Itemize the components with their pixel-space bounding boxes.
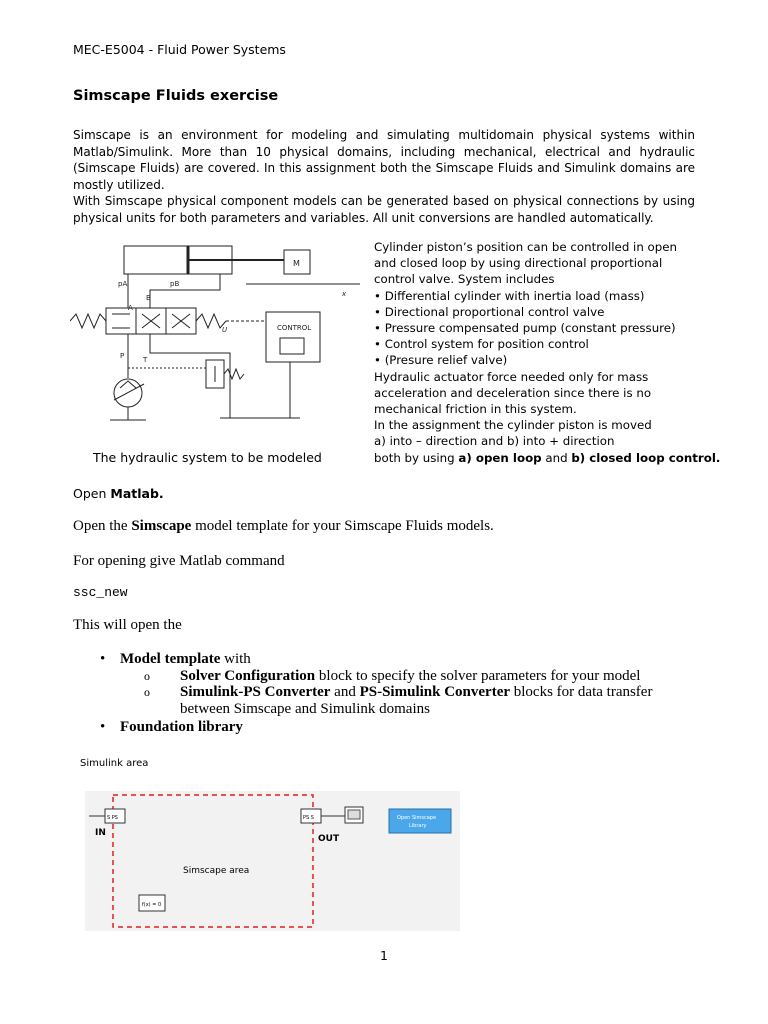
open-matlab-line — [73, 486, 164, 501]
port-t-label: T — [143, 356, 148, 364]
page-title: Simscape Fluids exercise — [73, 88, 279, 104]
simulink-canvas — [85, 791, 460, 931]
item-text: blocks for data transfer — [510, 684, 653, 700]
hydraulic-diagram — [70, 238, 360, 438]
open-simscape-library-button[interactable] — [389, 809, 451, 833]
desc-bullet: • Pressure compensated pump (constant pressure) — [374, 321, 676, 336]
x-label: x — [342, 290, 347, 298]
list-item — [100, 651, 652, 668]
item-text: and — [330, 684, 360, 700]
item-emphasis: Solver Configuration — [180, 667, 316, 684]
item-emphasis: Model template — [120, 651, 221, 667]
command-instruction: For opening give Matlab command — [73, 553, 285, 569]
list-subitem-continuation: between Simscape and Simulink domains — [180, 700, 430, 717]
desc-bullet: • Differential cylinder with inertia load (mass) — [374, 288, 645, 303]
matlab-emphasis: Matlab. — [110, 486, 164, 501]
page-number: 1 — [380, 948, 388, 963]
item-text: with — [220, 651, 251, 667]
list-subitem — [100, 668, 652, 685]
solver-label: f(x) = 0 — [142, 902, 162, 908]
desc-line: mechanical friction in this system. — [374, 402, 577, 417]
intro-paragraph-1: Simscape is an environment for modeling and simulating multidomain physical systems within Matlab/Simulink. More than 10 physical domains, including mechanical, electrical and hydraulic (Simscape Fluids) are covered. In this assignment both the Simscape Fluids and Simulink domains are mostly utilized. — [73, 128, 695, 192]
desc-emphasis: b) closed loop control. — [571, 450, 721, 465]
desc-bullet: • Control system for position control — [374, 337, 589, 352]
desc-line: In the assignment the cylinder piston is moved — [374, 418, 652, 433]
desc-line: acceleration and deceleration since there is no — [374, 385, 652, 400]
subbullet-marker: o — [144, 668, 150, 683]
control-label: CONTROL — [277, 324, 312, 332]
desc-line — [374, 450, 721, 466]
list-item — [100, 719, 652, 736]
out-label: OUT — [318, 834, 340, 844]
text: model template for your Simscape Fluids models. — [191, 518, 494, 534]
page-header: MEC-E5004 - Fluid Power Systems — [73, 42, 286, 57]
line-b — [150, 274, 220, 308]
item-emphasis: PS-Simulink Converter — [359, 684, 511, 700]
bullet-marker: • — [100, 719, 106, 735]
desc-line: Cylinder piston’s position can be controlled in open — [374, 240, 677, 254]
desc-text: both by using — [374, 450, 459, 465]
item-emphasis: Simulink-PS Converter — [180, 684, 331, 700]
line-t — [150, 334, 230, 418]
simscape-area-label: Simscape area — [183, 866, 250, 876]
desc-bullet: • (Presure relief valve) — [374, 353, 508, 368]
desc-line: and closed loop by using directional proportional — [374, 256, 663, 271]
bullet-marker: • — [100, 651, 106, 667]
item-text: block to specify the solver parameters for your model — [315, 667, 641, 684]
pa-label: pA — [118, 280, 128, 288]
ps-s-label: PS S — [303, 815, 314, 821]
matlab-command: ssc_new — [73, 585, 128, 600]
library-button-line2: Library — [409, 823, 427, 829]
desc-line: a) into – direction and b) into + direction — [374, 434, 615, 449]
item-emphasis: Foundation library — [120, 719, 243, 735]
desc-text: and — [541, 450, 572, 465]
open-text: Open — [73, 486, 111, 501]
desc-bullet: • Directional proportional control valve — [374, 304, 605, 319]
desc-line: control valve. System includes — [374, 272, 555, 287]
desc-emphasis: a) open loop — [458, 450, 542, 465]
system-description — [374, 239, 721, 466]
desc-line: Hydraulic actuator force needed only for mass — [374, 369, 649, 384]
u-signal-label: U — [222, 326, 228, 334]
in-label: IN — [95, 828, 106, 838]
text: Open the — [73, 518, 132, 534]
library-button-line1: Open Simscape — [397, 815, 437, 821]
list-subitem — [100, 684, 652, 701]
mass-label: M — [293, 259, 300, 268]
subbullet-marker: o — [144, 685, 150, 699]
template-instruction — [73, 518, 494, 535]
s-ps-label: S PS — [107, 815, 118, 821]
port-a-label: A — [128, 304, 133, 312]
intro-paragraph-2: With Simscape physical component models can be generated based on physical connections by using physical units for both parameters and variables. All unit conversions are handled automatically. — [73, 194, 695, 225]
bullet-list — [100, 651, 652, 736]
pb-label: pB — [170, 280, 180, 288]
simscape-emphasis: Simscape — [131, 518, 192, 534]
port-b-label: B — [146, 294, 151, 302]
valve-left-spring — [70, 314, 106, 328]
port-p-label: P — [120, 352, 125, 360]
diagram-caption: The hydraulic system to be modeled — [93, 450, 322, 465]
simulink-area-label: Simulink area — [80, 758, 149, 769]
open-instruction: This will open the — [73, 617, 182, 633]
